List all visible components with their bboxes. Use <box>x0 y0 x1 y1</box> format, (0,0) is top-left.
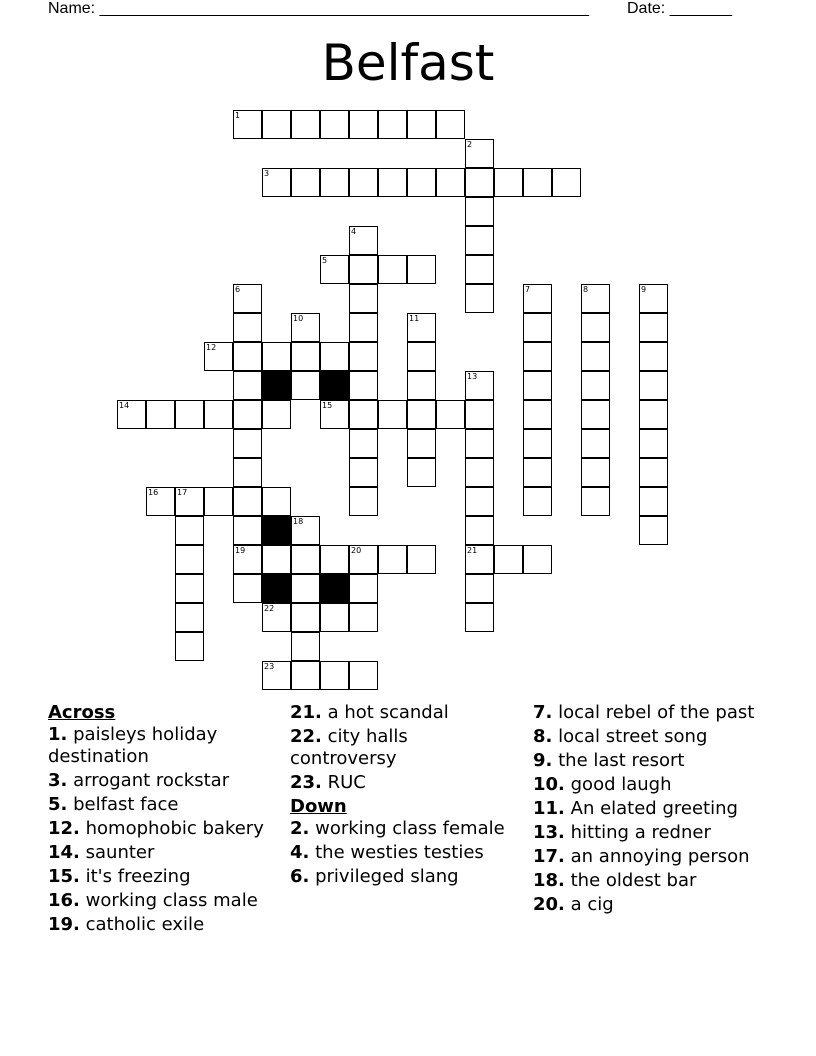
grid-cell[interactable] <box>291 516 320 545</box>
grid-cell[interactable] <box>175 400 204 429</box>
grid-cell[interactable] <box>378 168 407 197</box>
clue-number: 19 <box>235 546 246 555</box>
grid-cell[interactable] <box>639 400 668 429</box>
grid-cell[interactable] <box>465 545 494 574</box>
grid-cell[interactable] <box>320 545 349 574</box>
grid-cell[interactable] <box>407 429 436 458</box>
grid-cell[interactable] <box>349 661 378 690</box>
grid-cell[interactable] <box>494 168 523 197</box>
grid-cell[interactable] <box>175 516 204 545</box>
clue-number: 15 <box>322 401 333 410</box>
grid-cell[interactable] <box>233 487 262 516</box>
grid-cell[interactable] <box>465 574 494 603</box>
clue-item <box>533 750 773 772</box>
grid-cell[interactable] <box>233 545 262 574</box>
clue-number: 7 <box>525 285 531 294</box>
clue-number-label: 22. <box>290 726 322 747</box>
clue-number: 22 <box>264 604 275 613</box>
clue-number-label: 13. <box>533 822 565 843</box>
clue-text: it's freezing <box>85 866 191 887</box>
grid-cell[interactable] <box>523 371 552 400</box>
grid-cell[interactable] <box>523 313 552 342</box>
grid-cell[interactable] <box>233 371 262 400</box>
grid-cell[interactable] <box>291 603 320 632</box>
clue-item <box>533 798 773 820</box>
grid-cell[interactable] <box>465 516 494 545</box>
grid-cell[interactable] <box>639 371 668 400</box>
clue-item <box>48 770 283 792</box>
grid-cell[interactable] <box>465 197 494 226</box>
grid-cell[interactable] <box>262 487 291 516</box>
clue-number-label: 10. <box>533 774 565 795</box>
clue-item <box>48 866 283 888</box>
clue-text: a hot scandal <box>327 702 449 723</box>
grid-cell[interactable] <box>233 342 262 371</box>
grid-cell[interactable] <box>175 545 204 574</box>
clue-number: 23 <box>264 662 275 671</box>
black-cell <box>320 371 349 400</box>
clues-column-1 <box>48 702 283 938</box>
clue-item <box>48 794 283 816</box>
grid-cell[interactable] <box>233 516 262 545</box>
clue-item <box>533 894 773 916</box>
clue-number-label: 8. <box>533 726 553 747</box>
grid-cell[interactable] <box>581 371 610 400</box>
grid-cell[interactable] <box>320 168 349 197</box>
grid-cell[interactable] <box>233 429 262 458</box>
clue-number: 20 <box>351 546 362 555</box>
clue-number-label: 7. <box>533 702 553 723</box>
clue-text: local rebel of the past <box>558 702 755 723</box>
clue-number-label: 6. <box>290 866 310 887</box>
black-cell <box>262 516 291 545</box>
grid-cell[interactable] <box>349 400 378 429</box>
clue-number-label: 3. <box>48 770 68 791</box>
grid-cell[interactable] <box>117 400 146 429</box>
clue-text: belfast face <box>73 794 179 815</box>
grid-cell[interactable] <box>291 342 320 371</box>
grid-cell[interactable] <box>465 429 494 458</box>
black-cell <box>320 574 349 603</box>
grid-cell[interactable] <box>465 226 494 255</box>
grid-cell[interactable] <box>407 342 436 371</box>
grid-cell[interactable] <box>291 313 320 342</box>
puzzle-title: Belfast <box>321 34 495 92</box>
clue-text: homophobic bakery <box>85 818 264 839</box>
clue-item <box>533 726 773 748</box>
clue-item <box>290 726 520 770</box>
clue-number: 4 <box>351 227 357 236</box>
clue-text: RUC <box>327 772 366 793</box>
grid-cell[interactable] <box>407 110 436 139</box>
grid-cell[interactable] <box>349 429 378 458</box>
grid-cell[interactable] <box>378 110 407 139</box>
grid-cell[interactable] <box>262 342 291 371</box>
grid-cell[interactable] <box>262 110 291 139</box>
clue-text: the westies testies <box>315 842 484 863</box>
grid-cell[interactable] <box>233 110 262 139</box>
grid-cell[interactable] <box>233 458 262 487</box>
grid-cell[interactable] <box>581 313 610 342</box>
grid-cell[interactable] <box>262 400 291 429</box>
grid-cell[interactable] <box>233 313 262 342</box>
grid-cell[interactable] <box>349 458 378 487</box>
clue-text: an annoying person <box>570 846 750 867</box>
clue-text: catholic exile <box>85 914 205 935</box>
clue-number-label: 23. <box>290 772 322 793</box>
grid-cell[interactable] <box>523 342 552 371</box>
grid-cell[interactable] <box>291 168 320 197</box>
clue-text: working class female <box>315 818 505 839</box>
grid-cell[interactable] <box>233 284 262 313</box>
grid-cell[interactable] <box>639 313 668 342</box>
clue-number: 13 <box>467 372 478 381</box>
clue-item <box>533 822 773 844</box>
clue-number-label: 21. <box>290 702 322 723</box>
clue-item <box>533 702 773 724</box>
clue-item <box>533 846 773 868</box>
grid-cell[interactable] <box>262 545 291 574</box>
grid-cell[interactable] <box>349 342 378 371</box>
grid-cell[interactable] <box>291 574 320 603</box>
grid-cell[interactable] <box>175 632 204 661</box>
clue-number: 21 <box>467 546 478 555</box>
grid-cell[interactable] <box>639 487 668 516</box>
clue-number: 14 <box>119 401 130 410</box>
grid-cell[interactable] <box>465 168 494 197</box>
clue-number: 2 <box>467 140 473 149</box>
clue-text: working class male <box>85 890 258 911</box>
clue-number-label: 9. <box>533 750 553 771</box>
clue-number-label: 1. <box>48 724 68 745</box>
grid-cell[interactable] <box>465 458 494 487</box>
grid-cell[interactable] <box>407 458 436 487</box>
clue-number-label: 16. <box>48 890 80 911</box>
clue-item <box>290 772 520 794</box>
clue-text: city halls controversy <box>290 726 408 769</box>
grid-cell[interactable] <box>523 487 552 516</box>
grid-cell[interactable] <box>523 545 552 574</box>
clue-item <box>48 890 283 912</box>
grid-cell[interactable] <box>581 342 610 371</box>
clue-number-label: 17. <box>533 846 565 867</box>
clue-item <box>48 724 283 768</box>
grid-cell[interactable] <box>320 342 349 371</box>
clue-text: An elated greeting <box>570 798 738 819</box>
grid-cell[interactable] <box>146 400 175 429</box>
clues-column-3 <box>533 702 773 918</box>
grid-cell[interactable] <box>320 110 349 139</box>
grid-cell[interactable] <box>320 255 349 284</box>
grid-cell[interactable] <box>146 487 175 516</box>
grid-cell[interactable] <box>233 400 262 429</box>
clue-number: 10 <box>293 314 304 323</box>
grid-cell[interactable] <box>320 603 349 632</box>
grid-cell[interactable] <box>349 371 378 400</box>
clue-number: 18 <box>293 517 304 526</box>
grid-cell[interactable] <box>291 545 320 574</box>
grid-cell[interactable] <box>349 487 378 516</box>
grid-cell[interactable] <box>581 284 610 313</box>
grid-cell[interactable] <box>349 603 378 632</box>
clue-number: 9 <box>641 285 647 294</box>
grid-cell[interactable] <box>320 400 349 429</box>
clue-number-label: 20. <box>533 894 565 915</box>
grid-cell[interactable] <box>349 574 378 603</box>
clue-number: 8 <box>583 285 589 294</box>
clue-text: privileged slang <box>315 866 459 887</box>
grid-cell[interactable] <box>320 661 349 690</box>
clue-number: 6 <box>235 285 241 294</box>
clue-item <box>290 842 520 864</box>
clue-number-label: 19. <box>48 914 80 935</box>
name-field[interactable]: Name: _______________________________________________________ <box>48 0 589 17</box>
clue-number-label: 15. <box>48 866 80 887</box>
grid-cell[interactable] <box>233 574 262 603</box>
clue-text: arrogant rockstar <box>73 770 230 791</box>
clue-number: 16 <box>148 488 159 497</box>
clue-number-label: 14. <box>48 842 80 863</box>
grid-cell[interactable] <box>581 429 610 458</box>
clue-text: hitting a redner <box>570 822 711 843</box>
grid-cell[interactable] <box>262 168 291 197</box>
grid-cell[interactable] <box>291 632 320 661</box>
clue-text: the oldest bar <box>570 870 697 891</box>
clue-item <box>290 866 520 888</box>
clue-number-label: 4. <box>290 842 310 863</box>
grid-cell[interactable] <box>523 168 552 197</box>
grid-cell[interactable] <box>465 284 494 313</box>
clue-text: paisleys holiday destination <box>48 724 218 767</box>
grid-cell[interactable] <box>436 110 465 139</box>
grid-cell[interactable] <box>465 400 494 429</box>
grid-cell[interactable] <box>639 342 668 371</box>
grid-cell[interactable] <box>175 603 204 632</box>
clue-number: 12 <box>206 343 217 352</box>
grid-cell[interactable] <box>465 371 494 400</box>
clue-text: saunter <box>85 842 155 863</box>
grid-cell[interactable] <box>465 487 494 516</box>
grid-cell[interactable] <box>407 371 436 400</box>
grid-cell[interactable] <box>523 458 552 487</box>
clue-item <box>290 702 520 724</box>
grid-cell[interactable] <box>291 110 320 139</box>
grid-cell[interactable] <box>523 400 552 429</box>
clue-number: 1 <box>235 111 241 120</box>
grid-cell[interactable] <box>465 139 494 168</box>
grid-cell[interactable] <box>291 371 320 400</box>
grid-cell[interactable] <box>349 226 378 255</box>
grid-cell[interactable] <box>204 342 233 371</box>
clue-text: local street song <box>558 726 708 747</box>
clue-number-label: 12. <box>48 818 80 839</box>
grid-cell[interactable] <box>262 661 291 690</box>
grid-cell[interactable] <box>407 545 436 574</box>
clue-number-label: 11. <box>533 798 565 819</box>
grid-cell[interactable] <box>204 487 233 516</box>
grid-cell[interactable] <box>407 168 436 197</box>
clue-number: 3 <box>264 169 270 178</box>
grid-cell[interactable] <box>262 603 291 632</box>
clue-number-label: 18. <box>533 870 565 891</box>
grid-cell[interactable] <box>291 661 320 690</box>
grid-cell[interactable] <box>378 400 407 429</box>
clue-number: 5 <box>322 256 328 265</box>
grid-cell[interactable] <box>639 458 668 487</box>
grid-cell[interactable] <box>204 400 233 429</box>
clue-item <box>533 870 773 892</box>
grid-cell[interactable] <box>639 284 668 313</box>
grid-cell[interactable] <box>523 284 552 313</box>
grid-cell[interactable] <box>349 545 378 574</box>
black-cell <box>262 574 291 603</box>
down-heading: Down <box>290 796 347 817</box>
clue-number-label: 2. <box>290 818 310 839</box>
clue-number: 11 <box>409 314 420 323</box>
clue-item <box>48 914 283 936</box>
grid-cell[interactable] <box>465 603 494 632</box>
clue-item <box>290 818 520 840</box>
grid-cell[interactable] <box>465 255 494 284</box>
grid-cell[interactable] <box>436 168 465 197</box>
grid-cell[interactable] <box>378 255 407 284</box>
grid-cell[interactable] <box>581 458 610 487</box>
grid-cell[interactable] <box>349 110 378 139</box>
grid-cell[interactable] <box>407 400 436 429</box>
clue-text: the last resort <box>558 750 685 771</box>
grid-cell[interactable] <box>494 545 523 574</box>
across-heading: Across <box>48 702 116 723</box>
grid-cell[interactable] <box>639 516 668 545</box>
clue-item <box>48 842 283 864</box>
grid-cell[interactable] <box>407 255 436 284</box>
grid-cell[interactable] <box>639 429 668 458</box>
clue-number-label: 5. <box>48 794 68 815</box>
grid-cell[interactable] <box>378 545 407 574</box>
clues-column-2 <box>290 702 520 890</box>
grid-cell[interactable] <box>175 574 204 603</box>
grid-cell[interactable] <box>175 487 204 516</box>
clue-item <box>533 774 773 796</box>
grid-cell[interactable] <box>523 429 552 458</box>
grid-cell[interactable] <box>407 313 436 342</box>
grid-cell[interactable] <box>436 400 465 429</box>
clue-item <box>48 818 283 840</box>
clue-text: a cig <box>570 894 614 915</box>
grid-cell[interactable] <box>349 284 378 313</box>
clue-text: good laugh <box>570 774 672 795</box>
clue-number: 17 <box>177 488 188 497</box>
date-field[interactable]: Date: _______ <box>627 0 732 17</box>
grid-cell[interactable] <box>349 255 378 284</box>
grid-cell[interactable] <box>349 168 378 197</box>
grid-cell[interactable] <box>349 313 378 342</box>
black-cell <box>262 371 291 400</box>
grid-cell[interactable] <box>581 487 610 516</box>
grid-cell[interactable] <box>552 168 581 197</box>
grid-cell[interactable] <box>581 400 610 429</box>
